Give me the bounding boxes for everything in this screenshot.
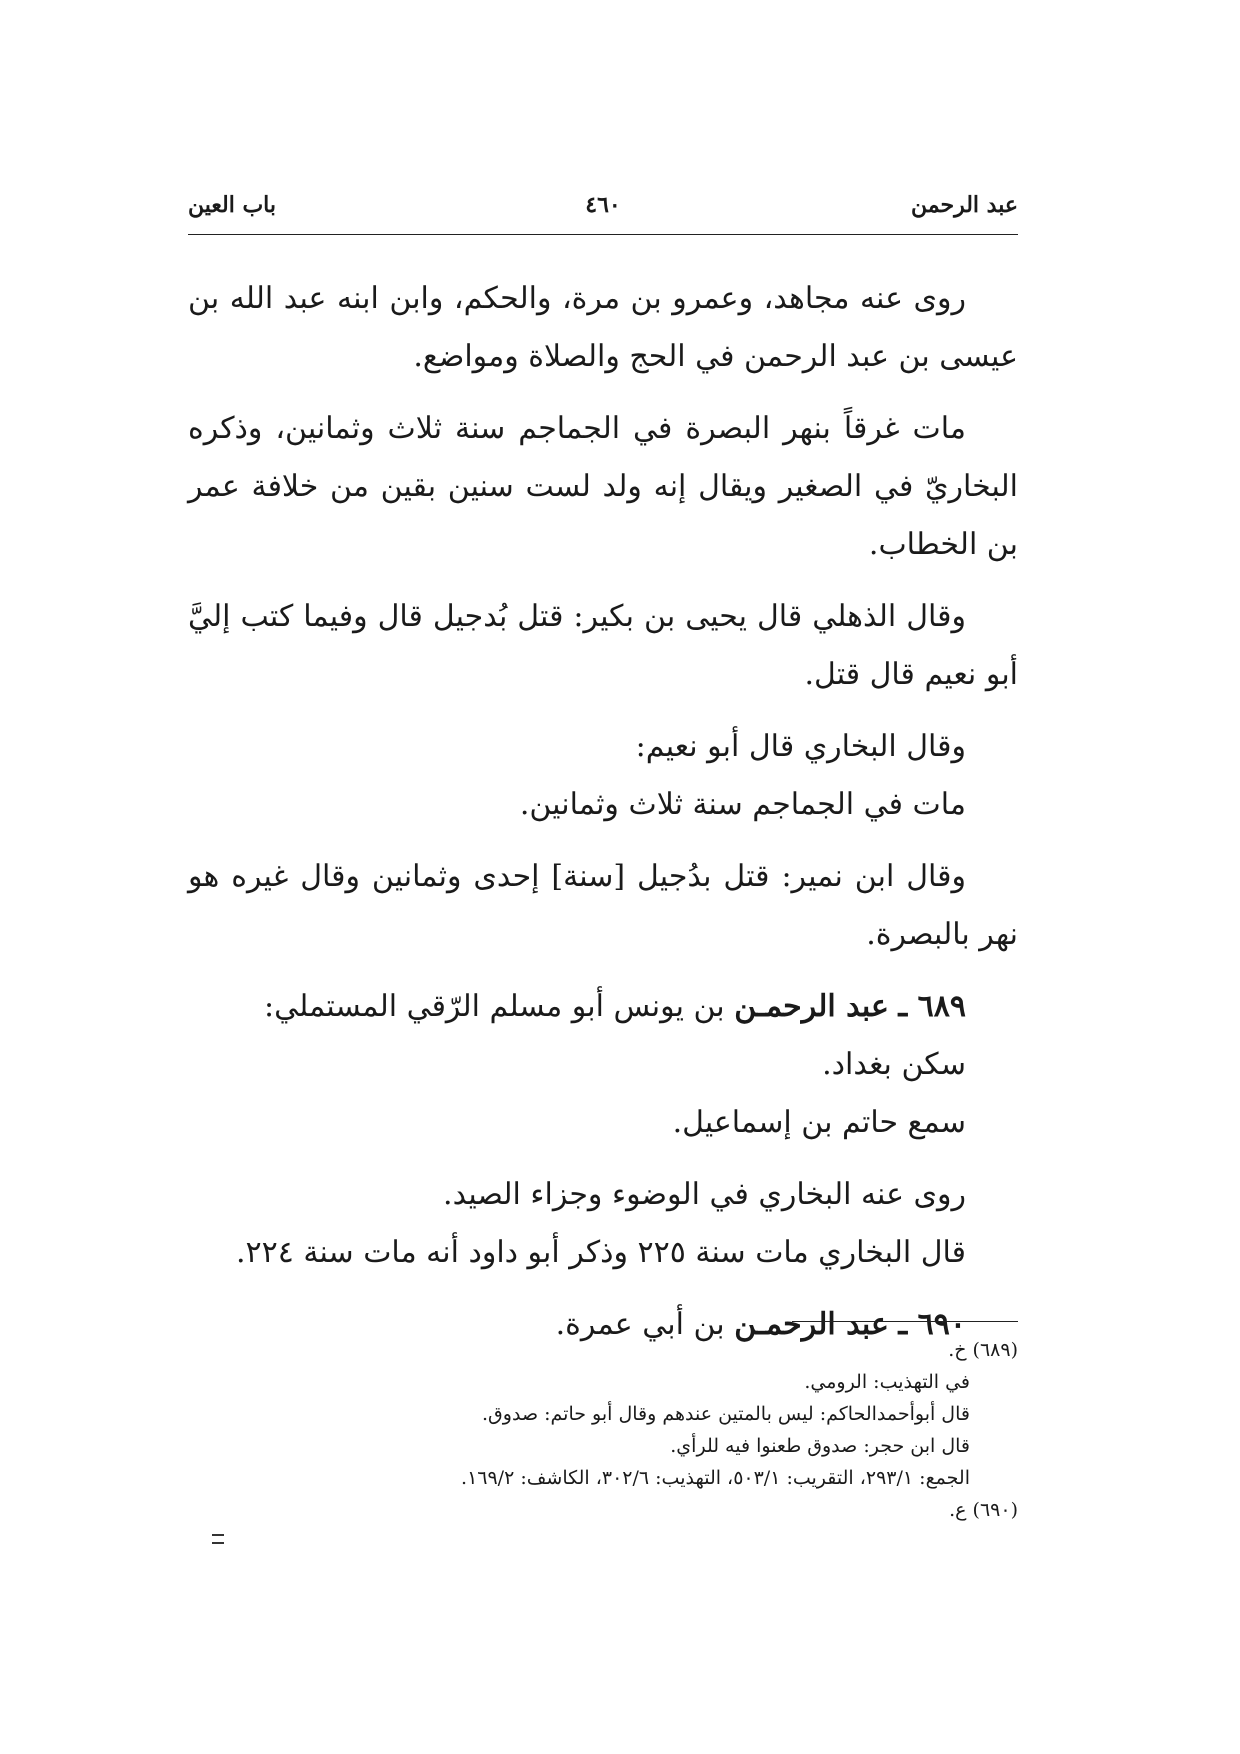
entry-690-lineage: بن أبي عمرة. [555, 1307, 725, 1342]
footnote-690-code: (٦٩٠) ع. [949, 1499, 1018, 1521]
footnotes [188, 1334, 1018, 1526]
running-header [188, 192, 1018, 234]
footnote-tahdhib: في التهذيب: الرومي. [804, 1371, 970, 1393]
header-section-name: باب العين [188, 192, 277, 218]
entry-689-residence: سكن بغداد. [822, 1047, 966, 1082]
header-divider [188, 234, 1018, 235]
paragraph-dhuhli: وقال الذهلي قال يحيى بن بكير: قتل بُدجيل قال وفيما كتب إليَّ أبو نعيم قال قتل. [188, 599, 1018, 692]
entry-689-lineage: بن يونس أبو مسلم الرّقي المستملي: [264, 989, 725, 1024]
footnote-references: الجمع: ٢٩٣/١، التقريب: ٥٠٣/١، التهذيب: ٣٠٢/٦، الكاشف: ١٦٩/٢. [461, 1467, 970, 1489]
paragraph-bukhari-death: مات في الجماجم سنة ثلاث وثمانين. [519, 787, 966, 822]
footnote-divider [792, 1321, 1018, 1322]
page-number: ٤٦٠ [585, 192, 621, 218]
paragraph-narrators: روى عنه مجاهد، وعمرو بن مرة، والحكم، وابن ابنه عبد الله بن عيسى بن عبد الرحمن في الحج والصلاة ومواضع. [188, 281, 1018, 374]
entry-689-number: ٦٨٩ ـ [898, 989, 966, 1024]
entry-689-transmitters: روى عنه البخاري في الوضوء وجزاء الصيد. [443, 1177, 966, 1212]
footnote-ibn-hajar: قال ابن حجر: صدوق طعنوا فيه للرأي. [670, 1435, 970, 1457]
entry-689-death: قال البخاري مات سنة ٢٢٥ وذكر أبو داود أنه مات سنة ٢٢٤. [235, 1235, 966, 1270]
paragraph-death: مات غرقاً بنهر البصرة في الجماجم سنة ثلاث وثمانين، وذكره البخاريّ في الصغير ويقال إنه ولد لست سنين بقين من خلافة عمر بن الخطاب. [188, 411, 1018, 562]
header-chapter-name: عبد الرحمن [911, 192, 1018, 218]
entry-689-teacher: سمع حاتم بن إسماعيل. [672, 1105, 966, 1140]
entry-689-name: عبد الرحمـن [734, 989, 889, 1024]
footnote-689-code: (٦٨٩) خ. [948, 1339, 1018, 1361]
main-text [188, 270, 1018, 1354]
entry-689-heading [188, 978, 966, 1036]
page-end-mark [212, 1534, 224, 1544]
entry-690-number: ٦٩٠ ـ [898, 1307, 966, 1342]
footnote-hakim: قال أبوأحمدالحاكم: ليس بالمتين عندهم وقال أبو حاتم: صدوق. [482, 1403, 970, 1425]
paragraph-ibn-numayr: وقال ابن نمير: قتل بدُجيل [سنة] إحدى وثمانين وقال غيره هو نهر بالبصرة. [188, 859, 1018, 952]
entry-690-name: عبد الرحمـن [734, 1307, 889, 1342]
paragraph-bukhari-quote: وقال البخاري قال أبو نعيم: [635, 729, 966, 764]
